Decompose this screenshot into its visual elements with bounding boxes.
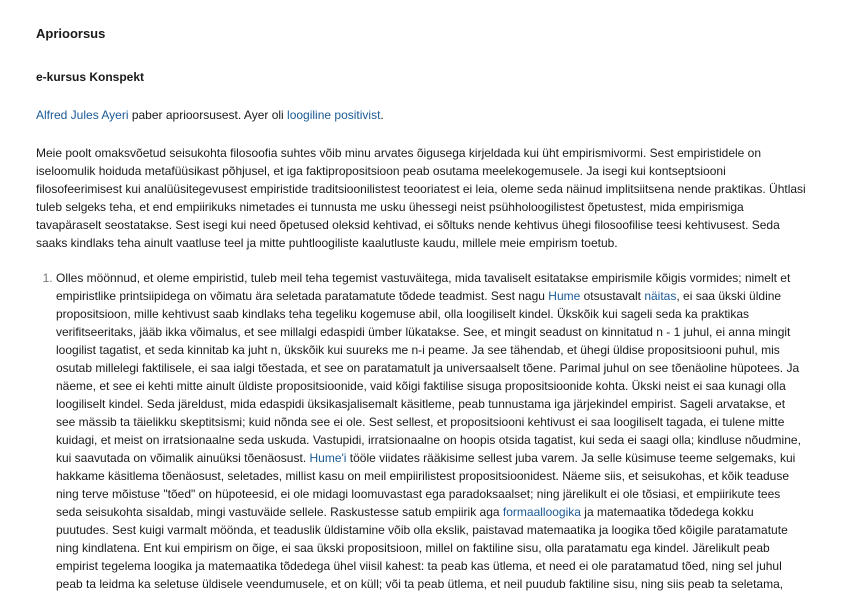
link-naitas[interactable]: näitas — [644, 289, 677, 303]
intro-text-2: . — [380, 108, 384, 122]
list-item — [56, 269, 807, 593]
list-item-text-4: tööle viidates rääkisime sellest juba varem. Ja selle küsimuse teeme selgemaks, kui hakkame käsitlema tõenäosust, seletades, millist kasu on meil empiirilistest propositsioonidest. Näeme siis, et seisukohas, et kõik teaduse ning terve mõistuse "tõed" on hüpoteesid, ei ole midagi loomuvastast ega paradoksaalset; ning järelikult ei ole tõsiasi, et empiirikute tees seda seisukohta sisaldab, mingi vastuväide sellele. Raskustesse satub empiirik aga — [56, 451, 796, 519]
link-logical-positivist[interactable]: loogiline positivist — [287, 108, 381, 122]
intro-paragraph — [36, 106, 807, 124]
page-title: Aprioorsus — [36, 26, 106, 41]
link-alfred-jules-ayer[interactable]: Alfred Jules Ayeri — [36, 108, 129, 122]
link-formaalloogika[interactable]: formaalloogika — [502, 505, 581, 519]
intro-text-1: paber aprioorsusest. Ayer oli — [128, 108, 288, 122]
body-paragraph: Meie poolt omaksvõetud seisukohta filosoofia suhtes võib minu arvates õigusega kirjeldada kui üht empirismivormi. Sest empiristidele on iseloomulik hoiduda metafüüsikast põhjusel, et iga faktipropositsioon peab osutama meelekogemusele. Ja isegi kui kontseptsiooni filosofeerimisest kui analüüsitegevusest empiristide traditsioonilistest teooriatest ei leia, oleme seda näinud implitsiitsena nende praktikas. Ühtlasi tuleb selgeks teha, et end empiirikuks nimetades ei tunnusta me usku ühessegi neist psühholoogilistest õpetustest, mida empirismiga tavapäraselt seostatakse. Sest isegi kui need õpetused oleksid kehtivad, ei sõltuks nende kehtivus ühegi filosoofilise teesi kehtivusest. Seda saaks kindlaks teha ainult vaatluse teel ja mitte puhtloogiliste kaalutluste kaudu, millele meie empirism toetub. — [36, 146, 806, 250]
page-subtitle: e-kursus Konspekt — [36, 70, 145, 84]
link-humei[interactable]: Hume'i — [309, 451, 347, 465]
numbered-list — [36, 269, 807, 593]
list-item-text-5: ja matemaatika tõdedega kokku puutudes. Sest kuigi varmalt möönda, et teaduslik üldistamine võib olla ekslik, paistavad matemaatika ja loogika tõed kõigile paratamatute ning kindlatena. Ent kui empirism on õige, ei saa ükski propositsioon, millel on faktiline sisu, olla paratamatu ega kindel. Järelikult peab empirist tegelema loogika ja matemaatika tõdedega ühel viisil kahest: ta peab kas ütlema, et need ei ole paratamatud tõed, ning sel juhul peab ta leidma ka seletuse üldisele veendumusele, et on küll; või ta peab ütlema, et neil puudub faktiline sisu, ning siis peab ta seletama, — [56, 505, 788, 591]
list-item-text-3: , ei saa ükski üldine propositsioon, mille kehtivust saab kindlaks teha tegeliku kogemuse abil, olla loogiliselt kindel. Ükskõik kui sageli seda ka praktikas verifitseeritaks, jääb ikka võimalus, et see millalgi edaspidi ümber lükatakse. See, et mingit seadust on kinnitatud n - 1 juhul, ei anna mingit loogilist tagatist, et seda kinnitab ka juht n, ükskõik kui suureks me n-i peame. Ja see tähendab, et ühegi üldise propositsiooni puhul, mis osutab millelegi faktilisele, ei saa ialgi tõestada, et see on paratamatult ja universaalselt tõene. Parimal juhul on see tõenäoline hüpotees. Ja näeme, et see ei kehti mitte ainult üldiste propositsioonide, vaid kõigi faktilise sisuga propositsioonide kohta. Ükski neist ei saa kunagi olla loogiliselt kindel. Seda järeldust, mida edaspidi üksikasjalisemalt käsitleme, peab tunnustama iga järjekindel empirist. Sageli arvatakse, et see mässib ta täielikku skeptitsismi; kuid nõnda see ei ole. Sest sellest, et propositsiooni kehtivust ei saa loogiliselt tagada, ei tulene mitte kuidagi, et meist on irratsionaalne seda uskuda. Vastupidi, irratsionaalne on hoopis otsida tagatist, kui seda ei saagi olla; kindluse nõudmine, kui saavutada on võimalik ainuüksi tõenäosust. — [56, 289, 801, 465]
list-item-text-2: otsustavalt — [580, 289, 645, 303]
link-hume[interactable]: Hume — [548, 289, 581, 303]
list-item-text-1: Olles möönnud, et oleme empiristid, tuleb meil teha tegemist vastuväitega, mida tavaliselt esitatakse empirismile kõigis vormides; nimelt et empiristlike printsiipidega on võimatu ära seletada paratamatute tõdede teadmist. Sest nagu — [56, 271, 791, 303]
